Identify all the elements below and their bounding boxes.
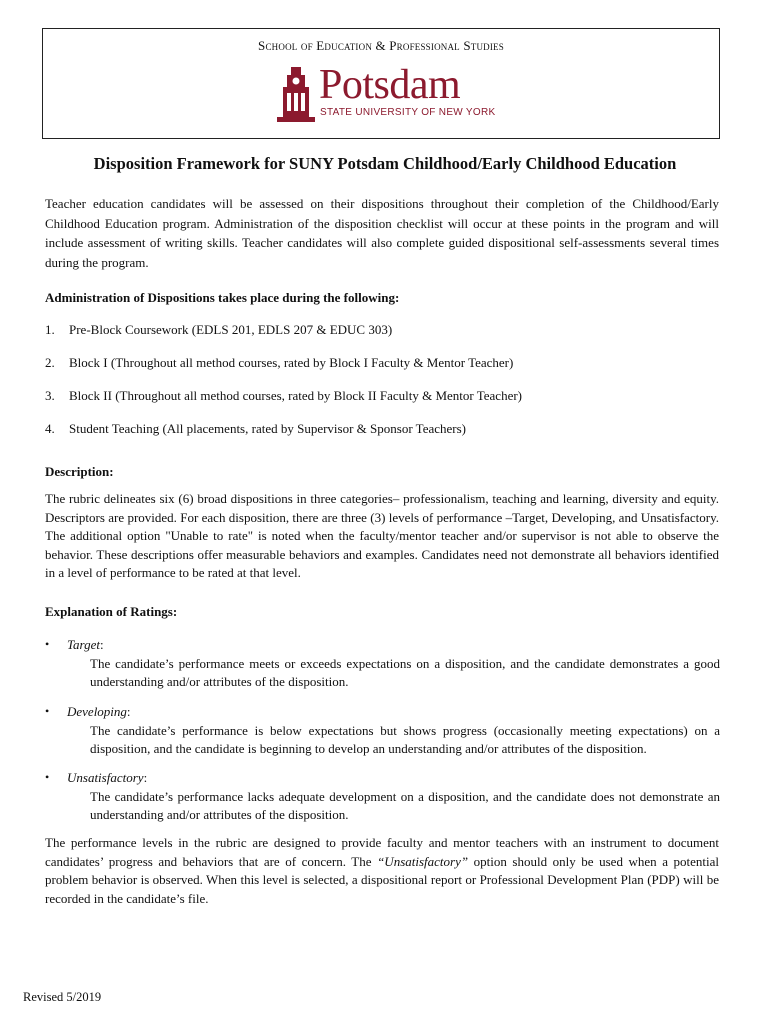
bullet-icon: • [45, 770, 50, 784]
letterhead [42, 28, 720, 139]
term-colon: : [100, 637, 104, 652]
logo-wordmark: Potsdam [319, 62, 461, 108]
closing-text-2: option should only be used when a potential problem behavior is observed. When this level is selected, a dispositional report or Professional Development Plan (PDP) will be recorded in the candidate’s file. [45, 853, 719, 906]
document-title: Disposition Framework for SUNY Potsdam Childhood/Early Childhood Education [93, 154, 677, 173]
intro-paragraph: Teacher education candidates will be assessed on their dispositions throughout their completion of the Childhood/Early Childhood Education program. Administration of the disposition checklist will occur at these points in the program and will include assessment of writing skills. Teacher candidates will also complete guided dispositional self-assessments several times during the program. [45, 196, 719, 270]
clock-tower-icon [277, 67, 315, 123]
closing-text-1: The performance levels in the rubric are designed to provide faculty and mentor teachers with an instrument to document candidates’ progress and behaviors that are of concern. The [45, 835, 719, 869]
list-text: Pre-Block Coursework (EDLS 201, EDLS 207 & EDUC 303) [69, 322, 393, 337]
potsdam-logo [277, 62, 496, 127]
list-number: 3. [45, 388, 55, 403]
closing-paragraph [45, 834, 719, 908]
rating-term: Target [67, 637, 100, 652]
list-text: Block II (Throughout all method courses, rated by Block II Faculty & Mentor Teacher) [69, 388, 523, 403]
closing-emphasis: “Unsatisfactory” [377, 853, 469, 869]
description-paragraph: The rubric delineates six (6) broad dispositions in three categories– professionalism, teaching and learning, diversity and equity. Descriptors are provided. For each disposition, there are three (3) levels of performance –Target, Developing, and Unsatisfactory. The additional option "Unable to rate" is noted when the faculty/mentor teacher and/or supervisor is not able to observe the behavior. These descriptions offer measurable behaviors and examples. Candidates need not demonstrate all behaviors identified in a level of performance to be rated at that level. [45, 491, 719, 580]
ratings-heading: Explanation of Ratings: [45, 604, 178, 619]
term-colon: : [126, 704, 131, 719]
rating-description: The candidate’s performance meets or exceeds expectations on a disposition, and the candidate demonstrates a good understanding and/or attributes of the disposition. [90, 656, 720, 689]
logo-subtitle: STATE UNIVERSITY OF NEW YORK [320, 107, 496, 118]
administration-heading: Administration of Dispositions takes place during the following: [45, 290, 400, 305]
list-text: Block I (Throughout all method courses, rated by Block I Faculty & Mentor Teacher) [69, 355, 514, 370]
list-item [45, 421, 466, 437]
school-name: School of Education & Professional Studies [258, 38, 504, 53]
bullet-icon: • [45, 704, 50, 718]
bullet-icon: • [45, 637, 50, 651]
rating-term: Unsatisfactory [67, 770, 144, 785]
rating-term: Developing [67, 704, 127, 719]
list-number: 2. [45, 355, 55, 370]
revision-footer: Revised 5/2019 [23, 990, 102, 1004]
term-colon: : [143, 770, 148, 785]
description-heading: Description: [45, 464, 114, 479]
list-number: 4. [45, 421, 55, 436]
list-item [45, 322, 392, 338]
list-item [45, 388, 522, 404]
list-item [45, 355, 513, 371]
list-text: Student Teaching (All placements, rated by Supervisor & Sponsor Teachers) [69, 421, 466, 436]
rating-description: The candidate’s performance is below expectations but shows progress (occasionally meeting expectations) on a disposition, and the candidate is beginning to develop an understanding and/or attributes of the disposition. [90, 723, 720, 756]
list-number: 1. [45, 322, 55, 337]
rating-description: The candidate’s performance lacks adequate development on a disposition, and the candidate does not demonstrate an understanding and/or attributes of the disposition. [90, 789, 720, 822]
